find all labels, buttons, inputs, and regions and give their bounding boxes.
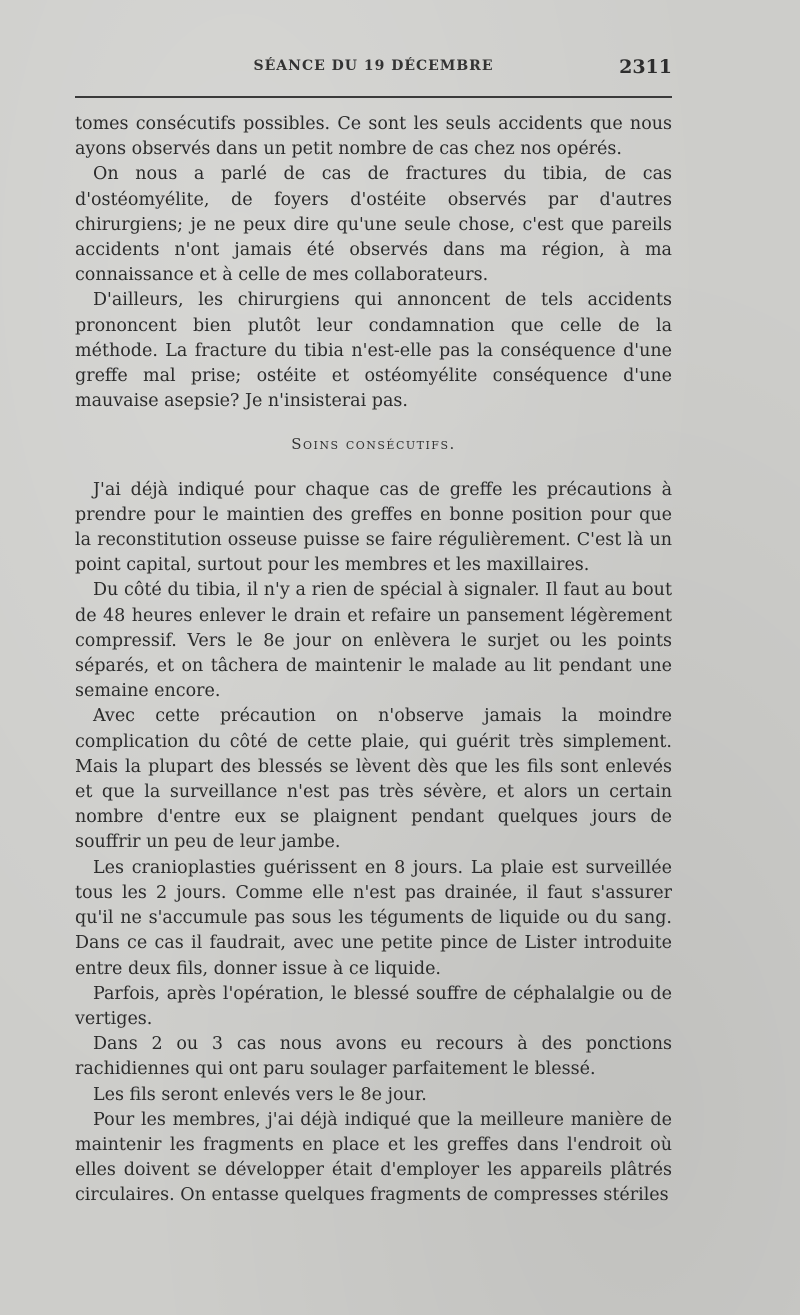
running-head [75,56,672,82]
running-title: SÉANCE DU 19 DÉCEMBRE [253,58,494,74]
paragraph: Dans 2 ou 3 cas nous avons eu recours à des ponctions rachidiennes qui ont paru soulager parfaitement le blessé. [75,1034,672,1080]
paragraph: Parfois, après l'opération, le blessé souffre de céphalalgie ou de vertiges. [75,983,672,1029]
paragraph: Les fils seront enlevés vers le 8e jour. [93,1084,427,1105]
paragraph: On nous a parlé de cas de fractures du tibia, de cas d'ostéomyélite, de foyers d'ostéite observés par d'autres chirurgiens; je ne peux dire qu'une seule chose, c'est que pareils accidents n'ont jamais été observés dans ma région, à ma connaissance et à celle de mes collaborateurs. [75,164,672,286]
paragraph: J'ai déjà indiqué pour chaque cas de greffe les précautions à prendre pour le maintien des greffes en bonne position pour que la reconstitution osseuse puisse se faire régulièrement. C'est là un point capital, surtout pour les membres et les maxillaires. [75,479,672,576]
section-heading: Soins consécutifs. [291,435,456,454]
paragraph-continuation: tomes consécutifs possibles. Ce sont les seuls accidents que nous ayons observés dans un petit nombre de cas chez nos opérés. [75,114,672,160]
paragraph: Pour les membres, j'ai déjà indiqué que la meilleure manière de maintenir les fragments en place et les greffes dans l'endroit où elles doivent se développer était d'employer les appareils plâtrés circulaires. On entasse quelques fragments de compresses stériles [75,1109,672,1206]
header-rule [75,96,672,98]
paragraph: D'ailleurs, les chirurgiens qui annoncent de tels accidents prononcent bien plutôt leur condamnation que celle de la méthode. La fracture du tibia n'est-elle pas la conséquence d'une greffe mal prise; ostéite et ostéomyélite conséquence d'une mauvaise asepsie? Je n'insisterai pas. [75,290,672,412]
paragraph: Avec cette précaution on n'observe jamais la moindre complication du côté de cette plaie, qui guérit très simplement. Mais la plupart des blessés se lèvent dès que les fils sont enlevés et que la surveillance n'est pas très sévère, et alors un certain nombre d'entre eux se plaignent pendant quelques jours de souffrir un peu de leur jambe. [75,706,672,853]
paragraph: Les cranioplasties guérissent en 8 jours. La plaie est surveillée tous les 2 jours. Comme elle n'est pas drainée, il faut s'assurer qu'il ne s'accumule pas sous les téguments de liquide ou du sang. Dans ce cas il faudrait, avec une petite pince de Lister introduite entre deux fils, donner issue à ce liquide. [75,857,672,979]
paragraph: Du côté du tibia, il n'y a rien de spécial à signaler. Il faut au bout de 48 heures enlever le drain et refaire un pansement légèrement compressif. Vers le 8e jour on enlèvera le surjet ou les points séparés, et on tâchera de maintenir le malade au lit pendant une semaine encore. [75,580,672,702]
page-number: 2311 [619,56,672,78]
body-text [75,112,672,1209]
